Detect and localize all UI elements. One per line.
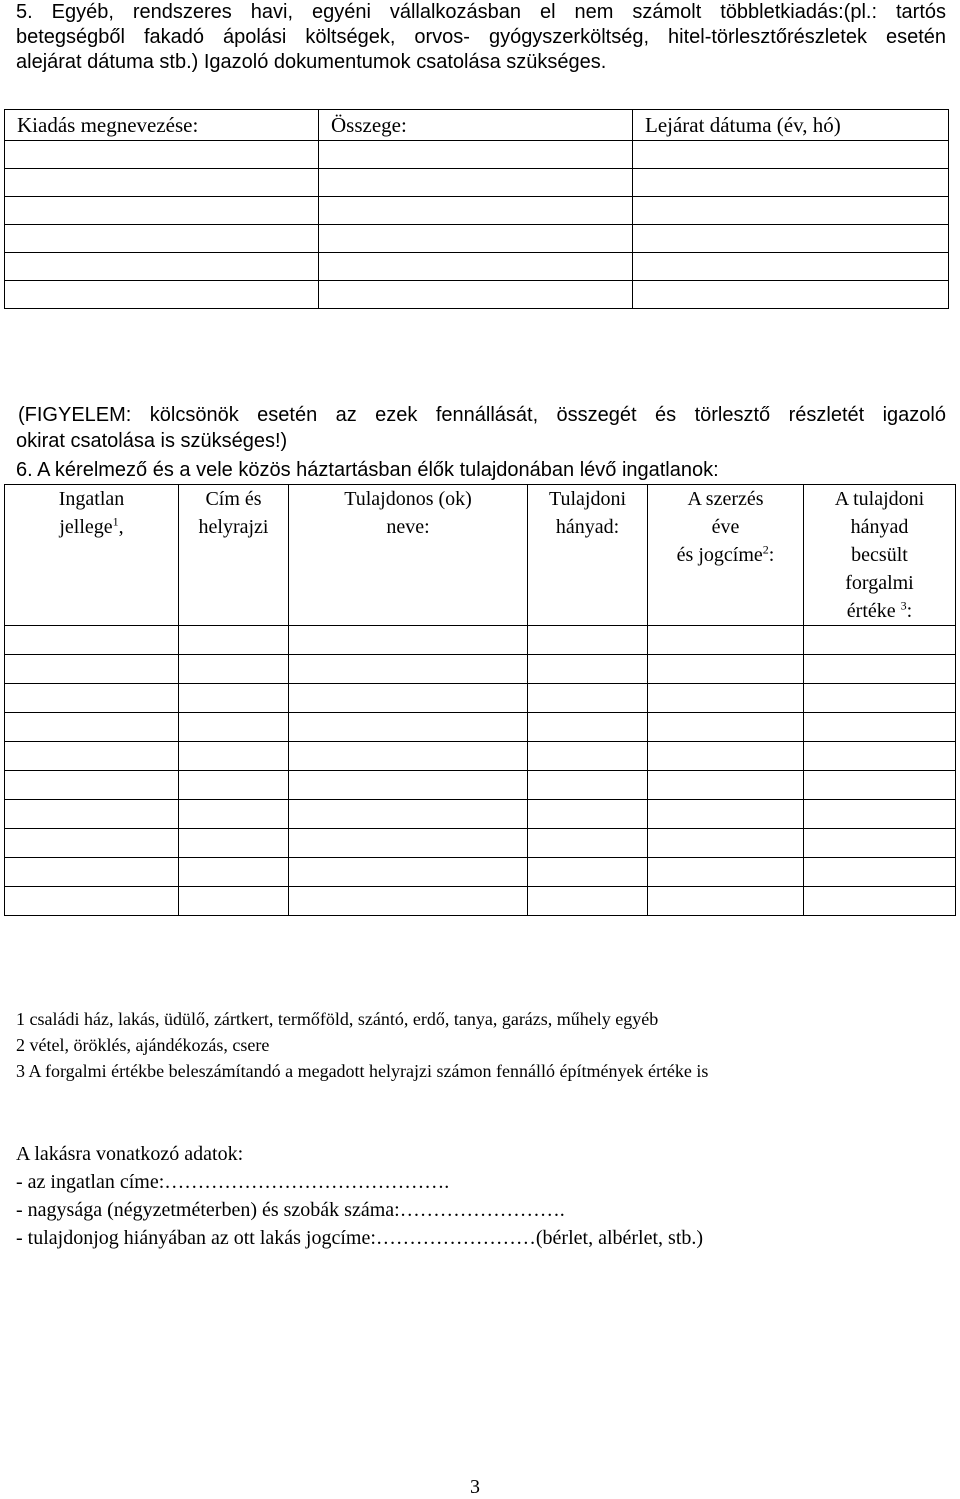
expense-table-cell[interactable] [5,253,319,281]
footnote-ref: 3 [900,598,907,613]
property-table-cell[interactable] [648,684,804,713]
expense-table-cell[interactable] [5,169,319,197]
expense-table-cell[interactable] [633,141,949,169]
property-table [4,484,956,916]
property-table-cell[interactable] [528,626,648,655]
property-table-cell[interactable] [179,858,289,887]
expense-table-cell[interactable] [319,169,633,197]
footnotes [16,1006,708,1084]
housing-size-line: - nagysága (négyzetméterben) és szobák száma:……………………. [16,1199,565,1221]
page-number: 3 [470,1476,480,1498]
property-table-cell[interactable] [804,887,956,916]
property-table-cell[interactable] [5,742,179,771]
footnote-ref: 2 [762,542,769,557]
loan-note-line2: okirat csatolása is szükséges!) [16,430,288,452]
property-table-cell[interactable] [5,887,179,916]
housing-title-right-line: - tulajdonjog hiányában az ott lakás jogcíme:……………………(bérlet, albérlet, stb.) [16,1227,704,1249]
property-table-cell[interactable] [5,684,179,713]
property-table-cell[interactable] [289,858,528,887]
property-table-cell[interactable] [648,771,804,800]
footnote-2: 2 vétel, öröklés, ajándékozás, csere [16,1035,270,1055]
section5-paragraph [16,0,946,75]
property-table-row [5,655,956,684]
property-table-cell[interactable] [289,626,528,655]
property-table-row [5,829,956,858]
expense-table-row [5,169,949,197]
expense-table-cell[interactable] [633,197,949,225]
property-table-cell[interactable] [179,626,289,655]
property-header-5 [648,485,804,626]
property-table-row [5,684,956,713]
property-table-cell[interactable] [804,771,956,800]
property-table-cell[interactable] [648,829,804,858]
property-table-cell[interactable] [804,858,956,887]
property-table-cell[interactable] [5,771,179,800]
expense-table-cell[interactable] [633,225,949,253]
expense-table-row [5,281,949,309]
property-table-cell[interactable] [289,713,528,742]
expense-table-cell[interactable] [5,281,319,309]
property-table-cell[interactable] [5,713,179,742]
housing-title: A lakásra vonatkozó adatok: [16,1143,244,1165]
property-table-cell[interactable] [289,655,528,684]
expense-table-row [5,141,949,169]
property-table-cell[interactable] [804,829,956,858]
expense-table-cell[interactable] [633,253,949,281]
property-table-cell[interactable] [179,655,289,684]
section5-line3: alejárat dátuma stb.) Igazoló dokumentumok csatolása szükséges. [16,51,607,73]
property-table-cell[interactable] [179,887,289,916]
property-table-cell[interactable] [528,887,648,916]
property-table-cell[interactable] [5,655,179,684]
expense-table-cell[interactable] [319,197,633,225]
property-table-cell[interactable] [528,742,648,771]
property-table-cell[interactable] [289,771,528,800]
property-table-cell[interactable] [289,887,528,916]
property-header-6 [804,485,956,626]
footnote-1: 1 családi ház, lakás, üdülő, zártkert, termőföld, szántó, erdő, tanya, garázs, műhely egyéb [16,1009,659,1029]
property-table-cell[interactable] [528,655,648,684]
header-expense-name: Kiadás megnevezése: [5,110,319,141]
property-table-cell[interactable] [289,742,528,771]
header-amount: Összege: [319,110,633,141]
expense-table-cell[interactable] [5,225,319,253]
property-table-cell[interactable] [528,684,648,713]
property-table-cell[interactable] [648,713,804,742]
property-header-4 [528,485,648,626]
property-table-row [5,800,956,829]
property-header-text: A tulajdoni hányad becsült forgalmi értéke $^3$: [834,488,925,622]
property-table-cell[interactable] [648,742,804,771]
property-table-cell[interactable] [179,684,289,713]
property-table-cell[interactable] [648,655,804,684]
property-table-cell[interactable] [648,887,804,916]
expense-table-row [5,225,949,253]
expense-table-cell[interactable] [5,141,319,169]
footnote-ref: 1 [112,514,119,529]
loan-note-line1: (FIGYELEM: kölcsönök esetén az ezek fennállását, összegét és törlesztő részletét igazoló [18,404,946,426]
section5-line2: betegségből fakadó ápolási költségek, orvos- gyógyszerköltség, hitel-törlesztőrészletek esetén [16,26,946,48]
expense-table-header [5,110,949,141]
property-header-3 [289,485,528,626]
expense-table-cell[interactable] [5,197,319,225]
property-table-cell[interactable] [5,800,179,829]
property-table-cell[interactable] [648,800,804,829]
expense-table-cell[interactable] [319,141,633,169]
property-table-row [5,742,956,771]
property-header-2 [179,485,289,626]
property-table-cell[interactable] [804,684,956,713]
footnote-3: 3 A forgalmi értékbe beleszámítandó a megadott helyrajzi számon fennálló építmények értéke is [16,1061,709,1081]
expense-table-row [5,197,949,225]
property-header-text: Tulajdoni hányad: [548,488,627,538]
expense-table-cell[interactable] [633,169,949,197]
property-table-cell[interactable] [528,771,648,800]
property-table-cell[interactable] [179,742,289,771]
property-header-text: Tulajdonos (ok) neve: [344,488,472,538]
section6-title: 6. A kérelmező és a vele közös háztartásban élők tulajdonában lévő ingatlanok: [16,459,719,481]
property-table-cell[interactable] [289,829,528,858]
property-table-row [5,713,956,742]
property-table-cell[interactable] [179,800,289,829]
expense-table-cell[interactable] [319,253,633,281]
housing-data [16,1140,703,1252]
property-header-1 [5,485,179,626]
property-table-cell[interactable] [5,829,179,858]
property-table-cell[interactable] [528,713,648,742]
section5-line1: 5. Egyéb, rendszeres havi, egyéni vállalkozásban el nem számolt többletkiadás:(pl.: tartós [16,1,946,23]
property-table-cell[interactable] [528,829,648,858]
property-table-cell[interactable] [804,713,956,742]
property-table-cell[interactable] [5,626,179,655]
property-table-row [5,771,956,800]
property-header-text: Cím és helyrajzi [198,488,269,538]
property-table-row [5,626,956,655]
property-header-text: Ingatlan jellege$^1$, [58,488,125,538]
expense-table-cell[interactable] [319,225,633,253]
expense-table-row [5,253,949,281]
property-table-cell[interactable] [289,800,528,829]
property-table-header [5,485,956,626]
property-table-cell[interactable] [804,655,956,684]
property-table-cell[interactable] [528,858,648,887]
property-table-cell[interactable] [648,858,804,887]
property-table-cell[interactable] [5,858,179,887]
expense-table [4,109,949,309]
property-table-cell[interactable] [179,771,289,800]
property-table-cell[interactable] [804,626,956,655]
housing-address-line: - az ingatlan címe:……………………………………. [16,1171,450,1193]
property-table-cell[interactable] [179,829,289,858]
property-table-row [5,887,956,916]
expense-table-cell[interactable] [319,281,633,309]
property-table-cell[interactable] [804,800,956,829]
loan-note [16,402,946,454]
property-table-cell[interactable] [179,713,289,742]
property-table-cell[interactable] [804,742,956,771]
property-header-text: A szerzés éve és jogcíme$^2$: [676,488,775,566]
expense-table-cell[interactable] [633,281,949,309]
header-due-date: Lejárat dátuma (év, hó) [633,110,949,141]
property-table-row [5,858,956,887]
property-table-cell[interactable] [289,684,528,713]
property-table-cell[interactable] [528,800,648,829]
property-table-cell[interactable] [648,626,804,655]
